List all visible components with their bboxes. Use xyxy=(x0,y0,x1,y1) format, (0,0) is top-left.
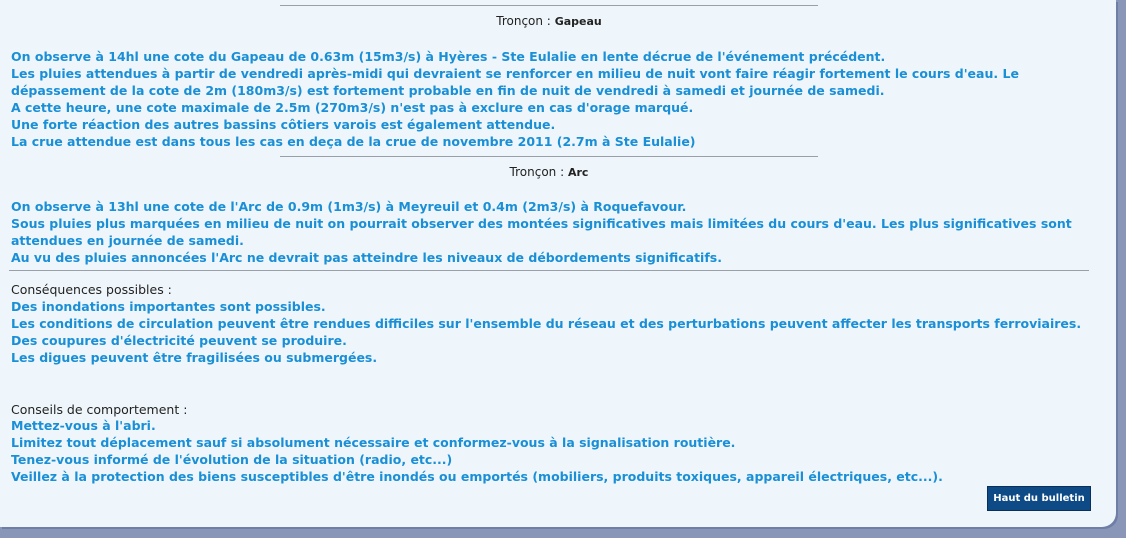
list-item: Les digues peuvent être fragilisées ou submergées. xyxy=(11,350,378,365)
text-line: Les pluies attendues à partir de vendredi après-midi qui devraient se renforcer en milieu de nuit vont faire réagir fortement le cours d'eau. Le dépassement de la cote de 2m (180m3/s) est fortement probable en fin de nuit de vendredi à samedi et journée de samedi. xyxy=(11,66,1019,98)
text-line: On observe à 13hl une cote de l'Arc de 0.9m (1m3/s) à Meyreuil et 0.4m (2m3/s) à Roquefavour. xyxy=(11,199,687,214)
list-item: Limitez tout déplacement sauf si absolument nécessaire et conformez-vous à la signalisation routière. xyxy=(11,435,736,450)
text-line: La crue attendue est dans tous les cas en deça de la crue de novembre 2011 (2.7m à Ste Eulalie) xyxy=(11,134,696,149)
conseils-label: Conseils de comportement : xyxy=(11,402,188,417)
text-line: Une forte réaction des autres bassins côtiers varois est également attendue. xyxy=(11,117,556,132)
troncon-heading-arc: Tronçon : Arc xyxy=(509,165,589,179)
divider xyxy=(280,156,818,157)
divider xyxy=(280,5,818,6)
text-line: A cette heure, une cote maximale de 2.5m (270m3/s) n'est pas à exclure en cas d'orage marqué. xyxy=(11,100,694,115)
list-item: Des coupures d'électricité peuvent se produire. xyxy=(11,333,347,348)
text-line: Au vu des pluies annoncées l'Arc ne devrait pas atteindre les niveaux de débordements significatifs. xyxy=(11,250,722,265)
troncon-heading-gapeau: Tronçon : Gapeau xyxy=(496,14,602,28)
divider xyxy=(9,270,1089,271)
arc-text xyxy=(11,198,1091,266)
list-item: Tenez-vous informé de l'évolution de la situation (radio, etc...) xyxy=(11,452,453,467)
gapeau-text xyxy=(11,48,1091,150)
list-item: Des inondations importantes sont possibles. xyxy=(11,299,326,314)
text-line: On observe à 14hl une cote du Gapeau de 0.63m (15m3/s) à Hyères - Ste Eulalie en lente décrue de l'événement précédent. xyxy=(11,49,886,64)
text-line: Sous pluies plus marquées en milieu de nuit on pourrait observer des montées significatives mais limitées du cours d'eau. Les plus significatives sont attendues en journée de samedi. xyxy=(11,216,1072,248)
consequences-label: Conséquences possibles : xyxy=(11,282,172,297)
back-to-top-button[interactable]: Haut du bulletin xyxy=(987,486,1091,511)
list-item: Veillez à la protection des biens susceptibles d'être inondés ou emportés (mobiliers, produits toxiques, appareil électriques, etc...). xyxy=(11,469,943,484)
consequences-list xyxy=(11,298,1091,366)
list-item: Les conditions de circulation peuvent être rendues difficiles sur l'ensemble du réseau et des perturbations peuvent affecter les transports ferroviaires. xyxy=(11,316,1082,331)
list-item: Mettez-vous à l'abri. xyxy=(11,418,156,433)
conseils-list xyxy=(11,417,1091,485)
